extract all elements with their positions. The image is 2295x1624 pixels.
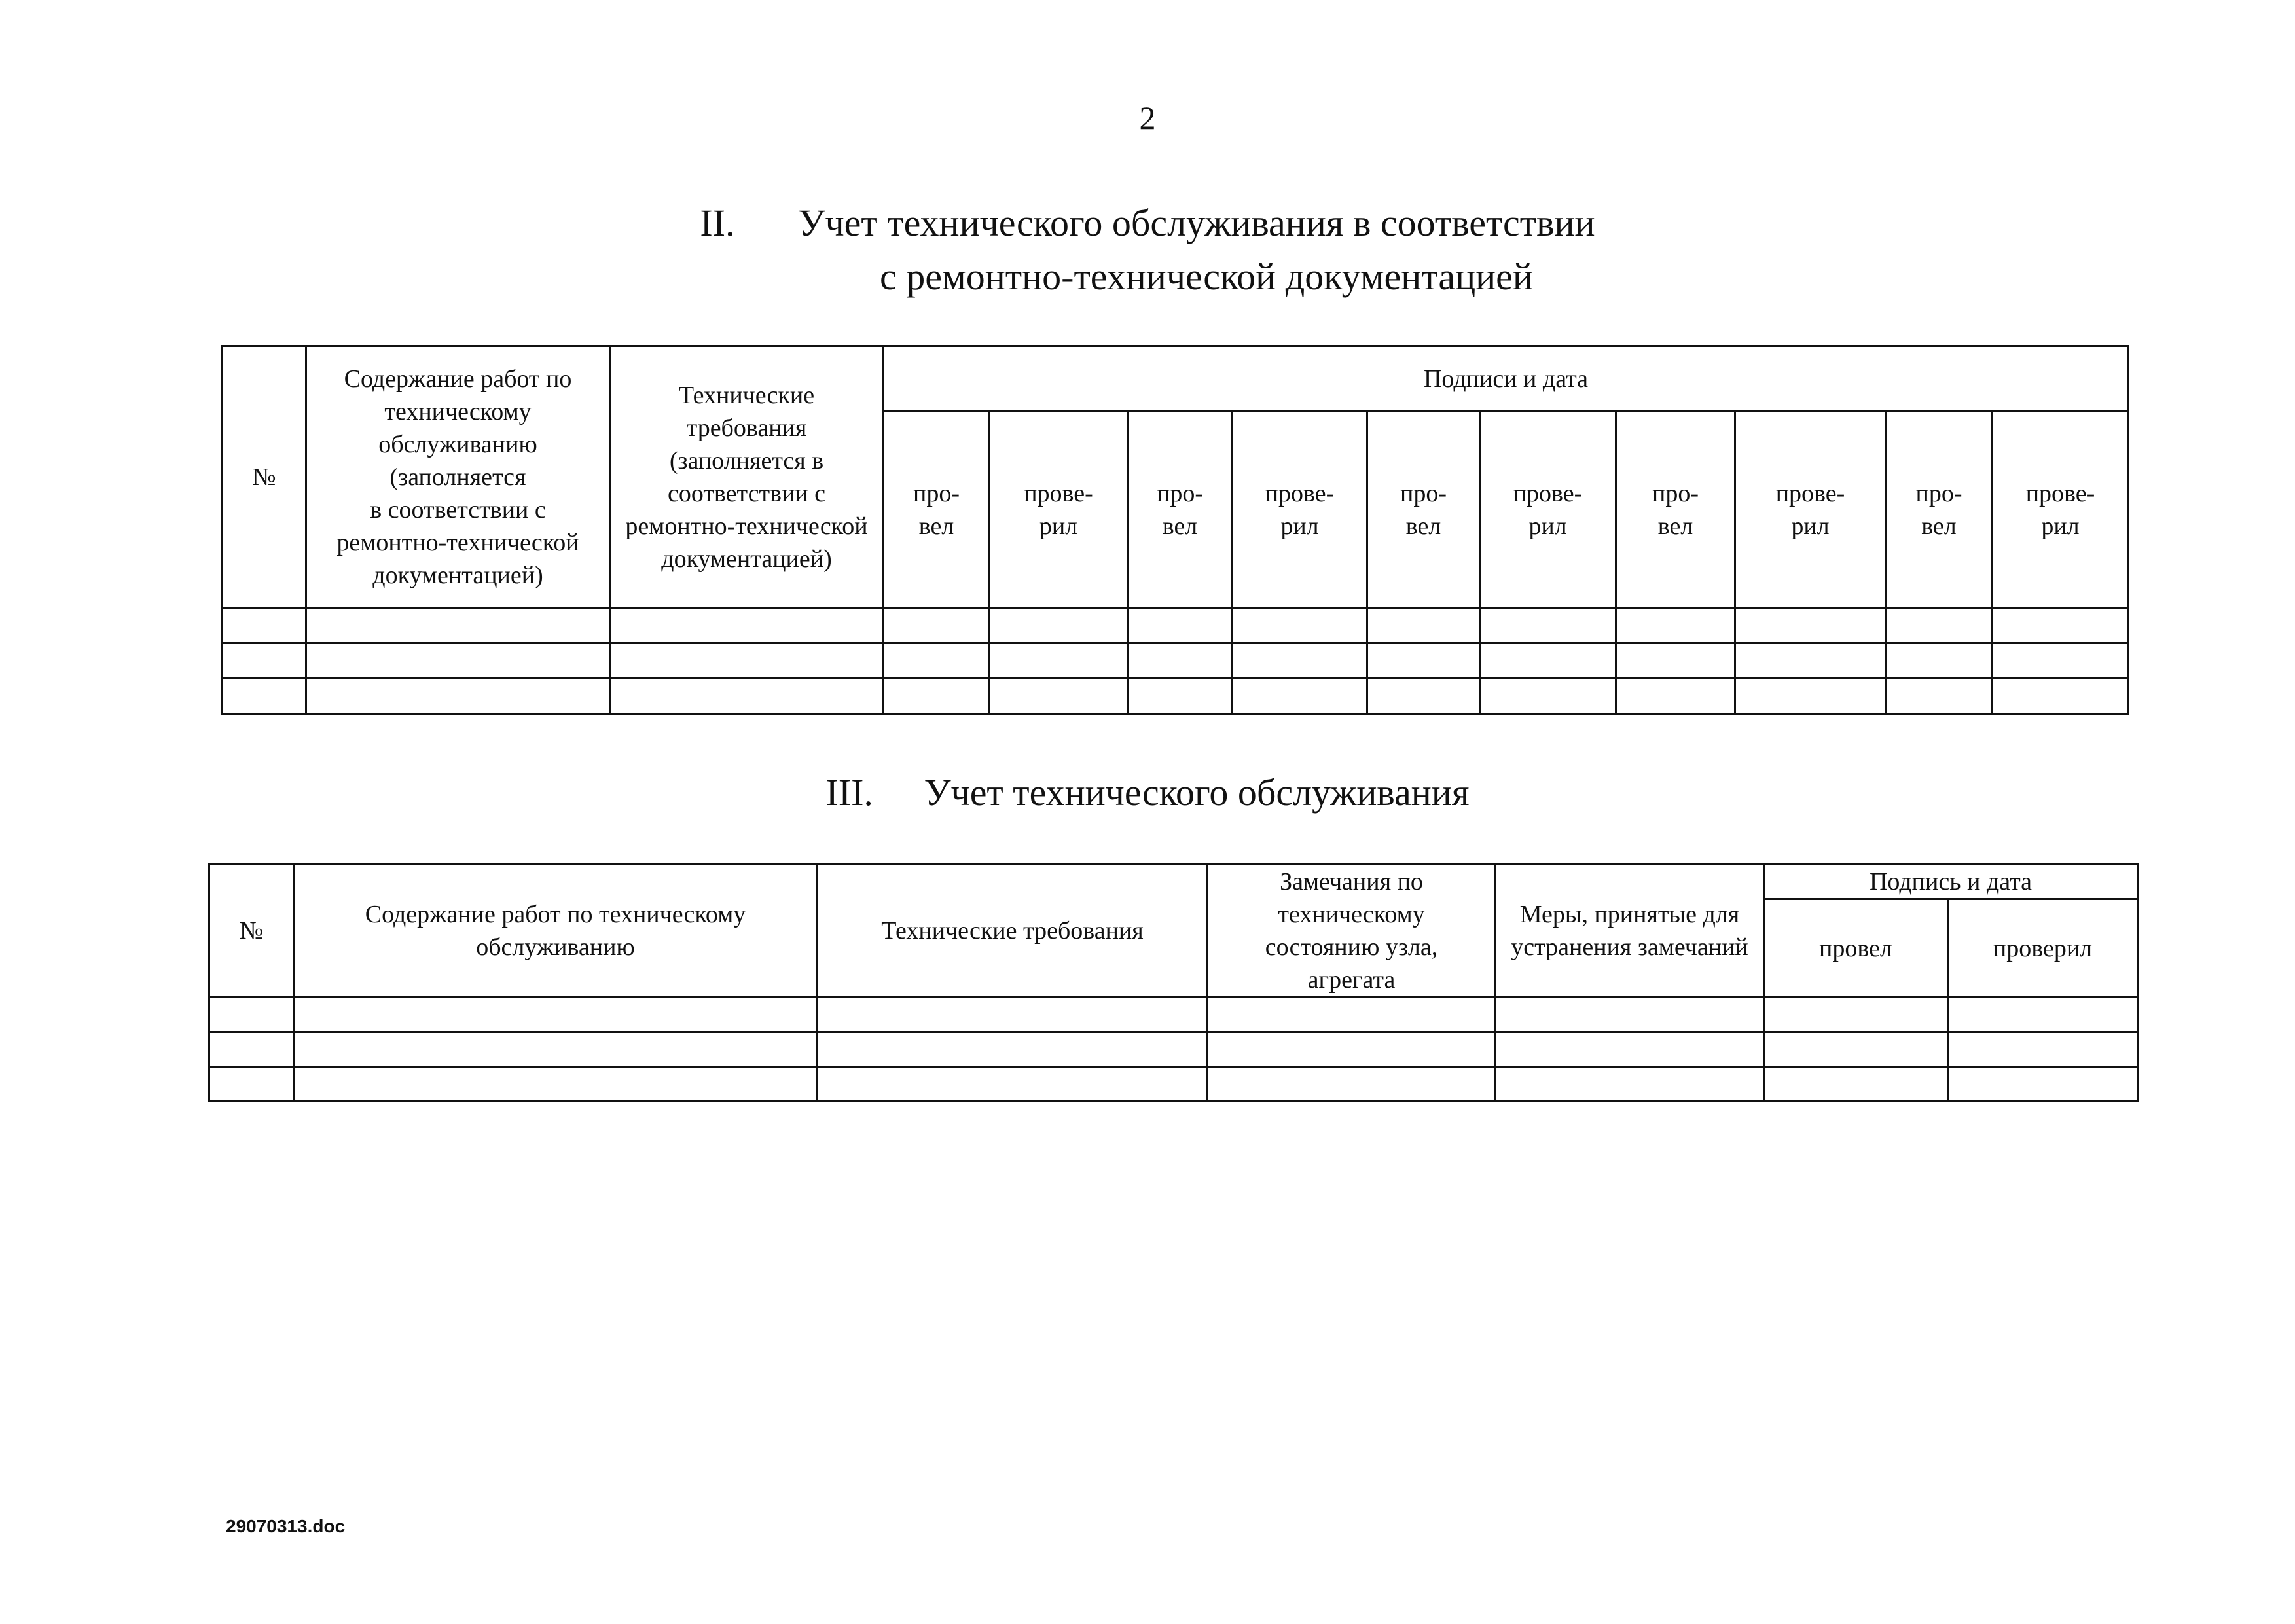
col-header-done: про- вел: [1128, 412, 1233, 608]
col-header-measures: Меры, принятые для устранения замечаний: [1496, 864, 1764, 998]
col-header-requirements: Технические требования (заполняется в соответствии с ремонтно-технической документацией): [610, 346, 884, 608]
col-header-signatures: Подписи и дата: [884, 346, 2129, 412]
section-2-number: II.: [700, 202, 735, 244]
table-row: [223, 643, 2129, 679]
section-2-title-line2: с ремонтно-технической документацией: [880, 255, 1533, 298]
table-row: [223, 679, 2129, 714]
col-header-checked: прове- рил: [1993, 412, 2129, 608]
col-header-content: Содержание работ по техническому обслуживанию (заполняется в соответствии с ремонтно-технической документацией): [306, 346, 610, 608]
maintenance-table: [208, 863, 2139, 1102]
page-number: 2: [1139, 99, 1156, 136]
col-header-no: №: [209, 864, 294, 998]
col-header-content: Содержание работ по техническому обслуживанию: [294, 864, 818, 998]
section-2-title: [0, 196, 2295, 250]
section-3-title: [0, 766, 2295, 820]
col-header-checked: прове- рил: [1480, 412, 1616, 608]
table-row: [209, 1067, 2138, 1102]
section-3-number: III.: [825, 771, 873, 814]
section-2-title-line1: Учет технического обслуживания в соответствии: [798, 202, 1595, 244]
col-header-requirements: Технические требования: [818, 864, 1208, 998]
table-row: [209, 1032, 2138, 1067]
col-header-checked: проверил: [1948, 899, 2138, 998]
col-header-done: провел: [1764, 899, 1948, 998]
maintenance-table-rtd: [221, 345, 2129, 715]
col-header-done: про- вел: [884, 412, 990, 608]
col-header-done: про- вел: [1616, 412, 1735, 608]
col-header-remarks: Замечания по техническому состоянию узла, агрегата: [1208, 864, 1496, 998]
col-header-checked: прове- рил: [990, 412, 1128, 608]
table-row: [223, 608, 2129, 643]
section-3-title-text: Учет технического обслуживания: [924, 771, 1470, 814]
file-name: 29070313.doc: [226, 1516, 346, 1536]
col-header-checked: прове- рил: [1735, 412, 1886, 608]
col-header-signature: Подпись и дата: [1764, 864, 2138, 899]
col-header-done: про- вел: [1367, 412, 1480, 608]
col-header-checked: прове- рил: [1233, 412, 1367, 608]
col-header-no: №: [223, 346, 306, 608]
table-row: [209, 998, 2138, 1032]
col-header-done: про- вел: [1886, 412, 1993, 608]
